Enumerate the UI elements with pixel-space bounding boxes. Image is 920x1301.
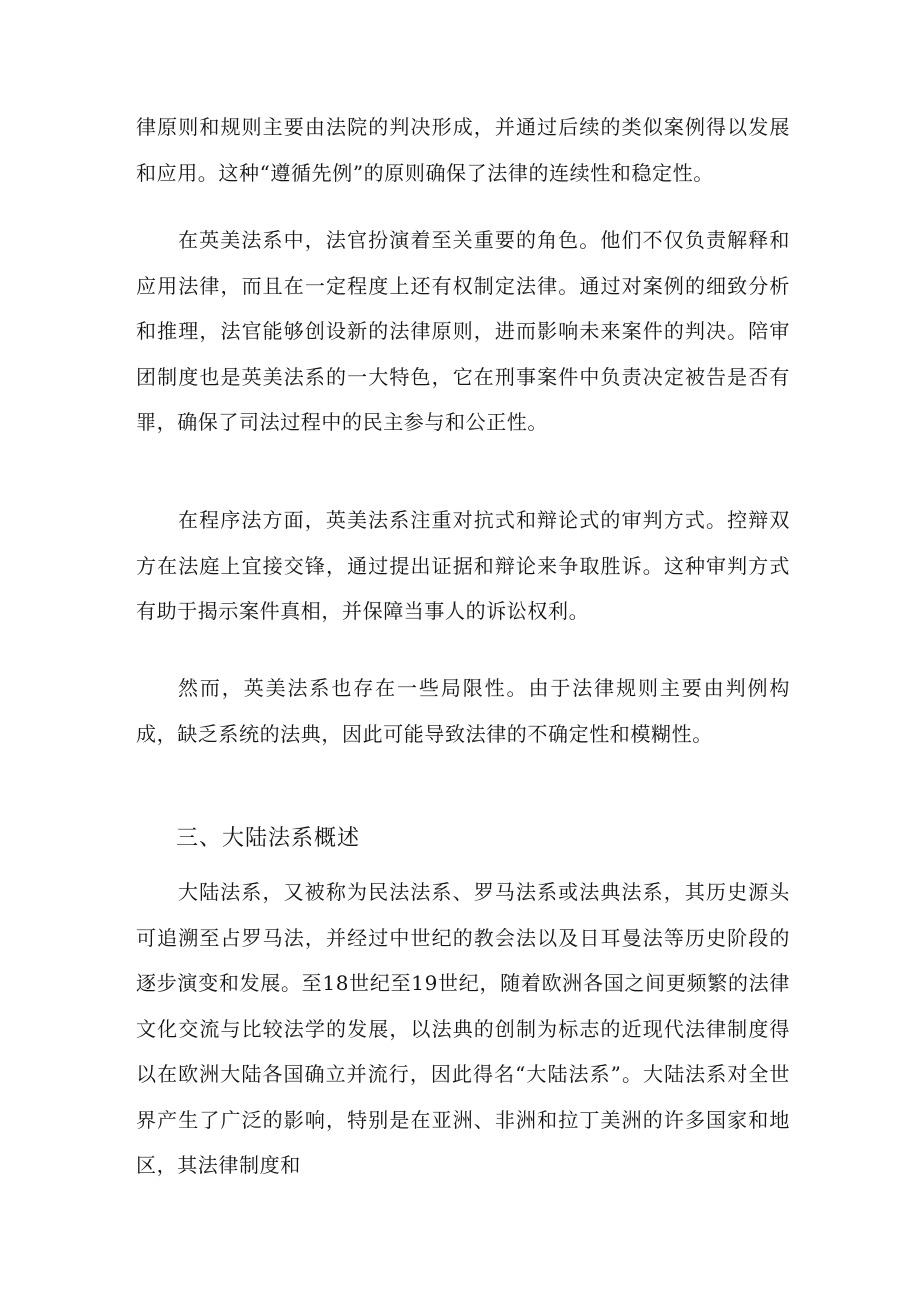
paragraph-civil-law-overview: 大陆法系，又被称为民法法系、罗马法系或法典法系，其历史源头可追溯至占罗马法，并经过中世纪的教会法以及日耳曼法等历史阶段的逐步演变和发展。至18世纪至19世纪，随着欧洲各国之间更频繁的法律文化交流与比较法学的发展，以法典的创制为标志的近现代法律制度得以在欧洲大陆各国确立并流行，因此得名“大陆法系”。大陆法系对全世界产生了广泛的影响，特别是在亚洲、非洲和拉丁美洲的许多国家和地区，其法律制度和 — [136, 880, 790, 1177]
paragraph-procedural-law: 在程序法方面，英美法系注重对抗式和辩论式的审判方式。控辩双方在法庭上宜接交锋，通过提出证据和辩论来争取胜诉。这种审判方式有助于揭示案件真相，并保障当事人的诉讼权利。 — [136, 508, 790, 623]
section-heading: 三、大陆法系概述 — [176, 826, 361, 851]
paragraph-limitations: 然而，英美法系也存在一些局限性。由于法律规则主要由判例构成，缺乏系统的法典，因此可能导致法律的不确定性和模糊性。 — [136, 676, 790, 746]
paragraph-judges-role: 在英美法系中，法官扮演着至关重要的角色。他们不仅负责解释和应用法律，而且在一定程度上还有权制定法律。通过对案例的细致分析和推理，法官能够创设新的法律原则，进而影响未来案件的判决。陪审团制度也是英美法系的一大特色，它在刑事案件中负责决定被告是否有罪，确保了司法过程中的民主参与和公正性。 — [136, 228, 790, 434]
paragraph-precedent-continuation: 律原则和规则主要由法院的判决形成，并通过后续的类似案例得以发展和应用。这种“遵循先例”的原则确保了法律的连续性和稳定性。 — [136, 115, 790, 185]
